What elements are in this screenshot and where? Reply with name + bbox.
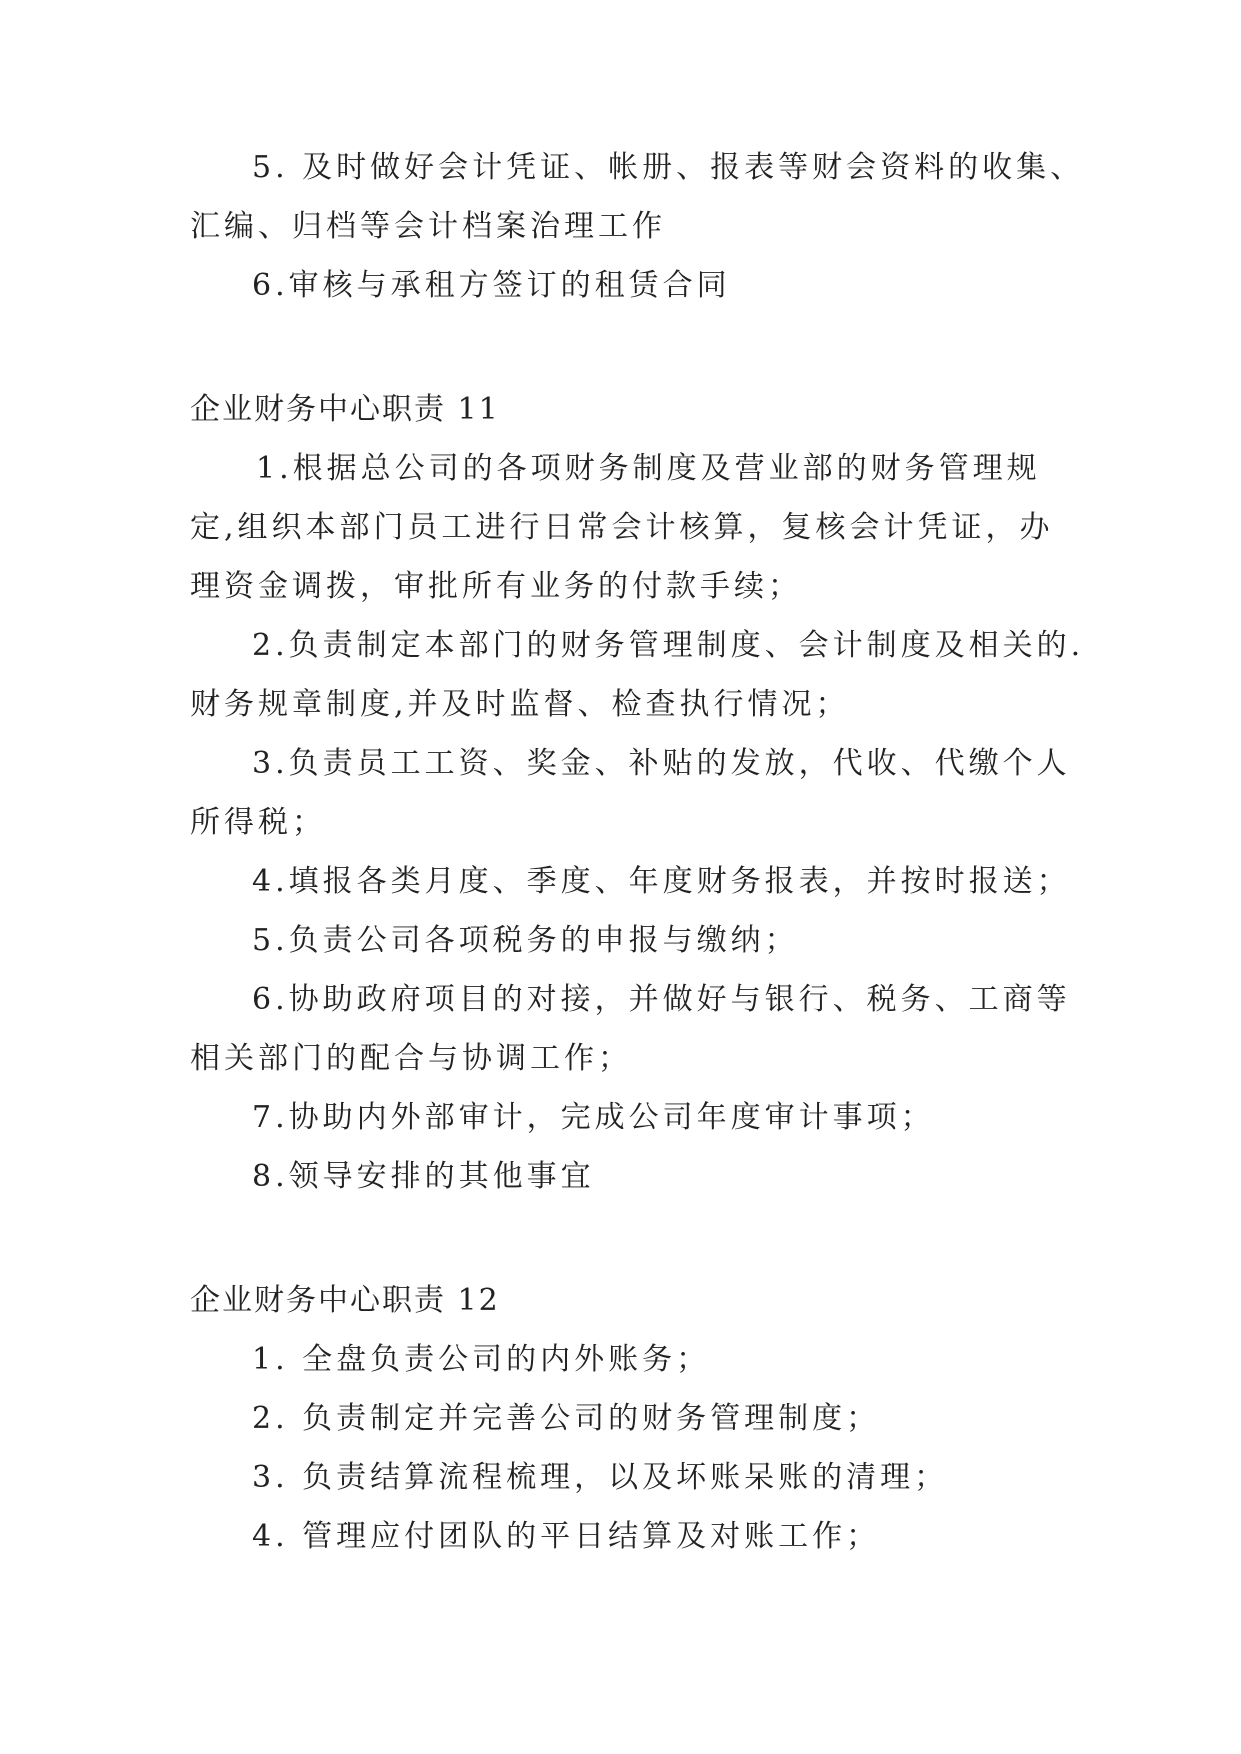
text-line: 7.协助内外部审计，完成公司年度审计事项； <box>252 1100 935 1135</box>
text-line: 8.领导安排的其他事宜 <box>252 1159 595 1194</box>
text-line: 汇编、归档等会计档案治理工作 <box>190 209 666 244</box>
text-line: 3. 负责结算流程梳理，以及坏账呆账的清理； <box>252 1460 949 1495</box>
text-line: 5. 及时做好会计凭证、帐册、报表等财会资料的收集、 <box>252 150 1085 185</box>
text-line: 1. 全盘负责公司的内外账务； <box>252 1342 711 1377</box>
text-line: 6.协助政府项目的对接，并做好与银行、税务、工商等 <box>252 982 1071 1017</box>
text-line: 2.负责制定本部门的财务管理制度、会计制度及相关的. <box>252 628 1085 663</box>
text-line: 6.审核与承租方签订的租赁合同 <box>252 268 731 303</box>
text-line: 3.负责员工工资、奖金、补贴的发放，代收、代缴个人 <box>252 746 1071 781</box>
text-line: 理资金调拨，审批所有业务的付款手续； <box>190 569 802 604</box>
text-line: 相关部门的配合与协调工作； <box>190 1041 632 1076</box>
text-line: 1.根据总公司的各项财务制度及营业部的财务管理规 <box>256 451 1041 486</box>
text-line: 财务规章制度,并及时监督、检查执行情况； <box>190 687 850 722</box>
text-line: 所得税； <box>190 805 326 840</box>
text-line: 2. 负责制定并完善公司的财务管理制度； <box>252 1401 881 1436</box>
section-heading: 企业财务中心职责 12 <box>190 1283 500 1318</box>
section-heading: 企业财务中心职责 11 <box>190 392 500 427</box>
text-line: 定,组织本部门员工进行日常会计核算，复核会计凭证，办 <box>190 510 1054 545</box>
text-line: 4.填报各类月度、季度、年度财务报表，并按时报送； <box>252 864 1071 899</box>
text-line: 5.负责公司各项税务的申报与缴纳； <box>252 923 799 958</box>
text-line: 4. 管理应付团队的平日结算及对账工作； <box>252 1519 881 1554</box>
